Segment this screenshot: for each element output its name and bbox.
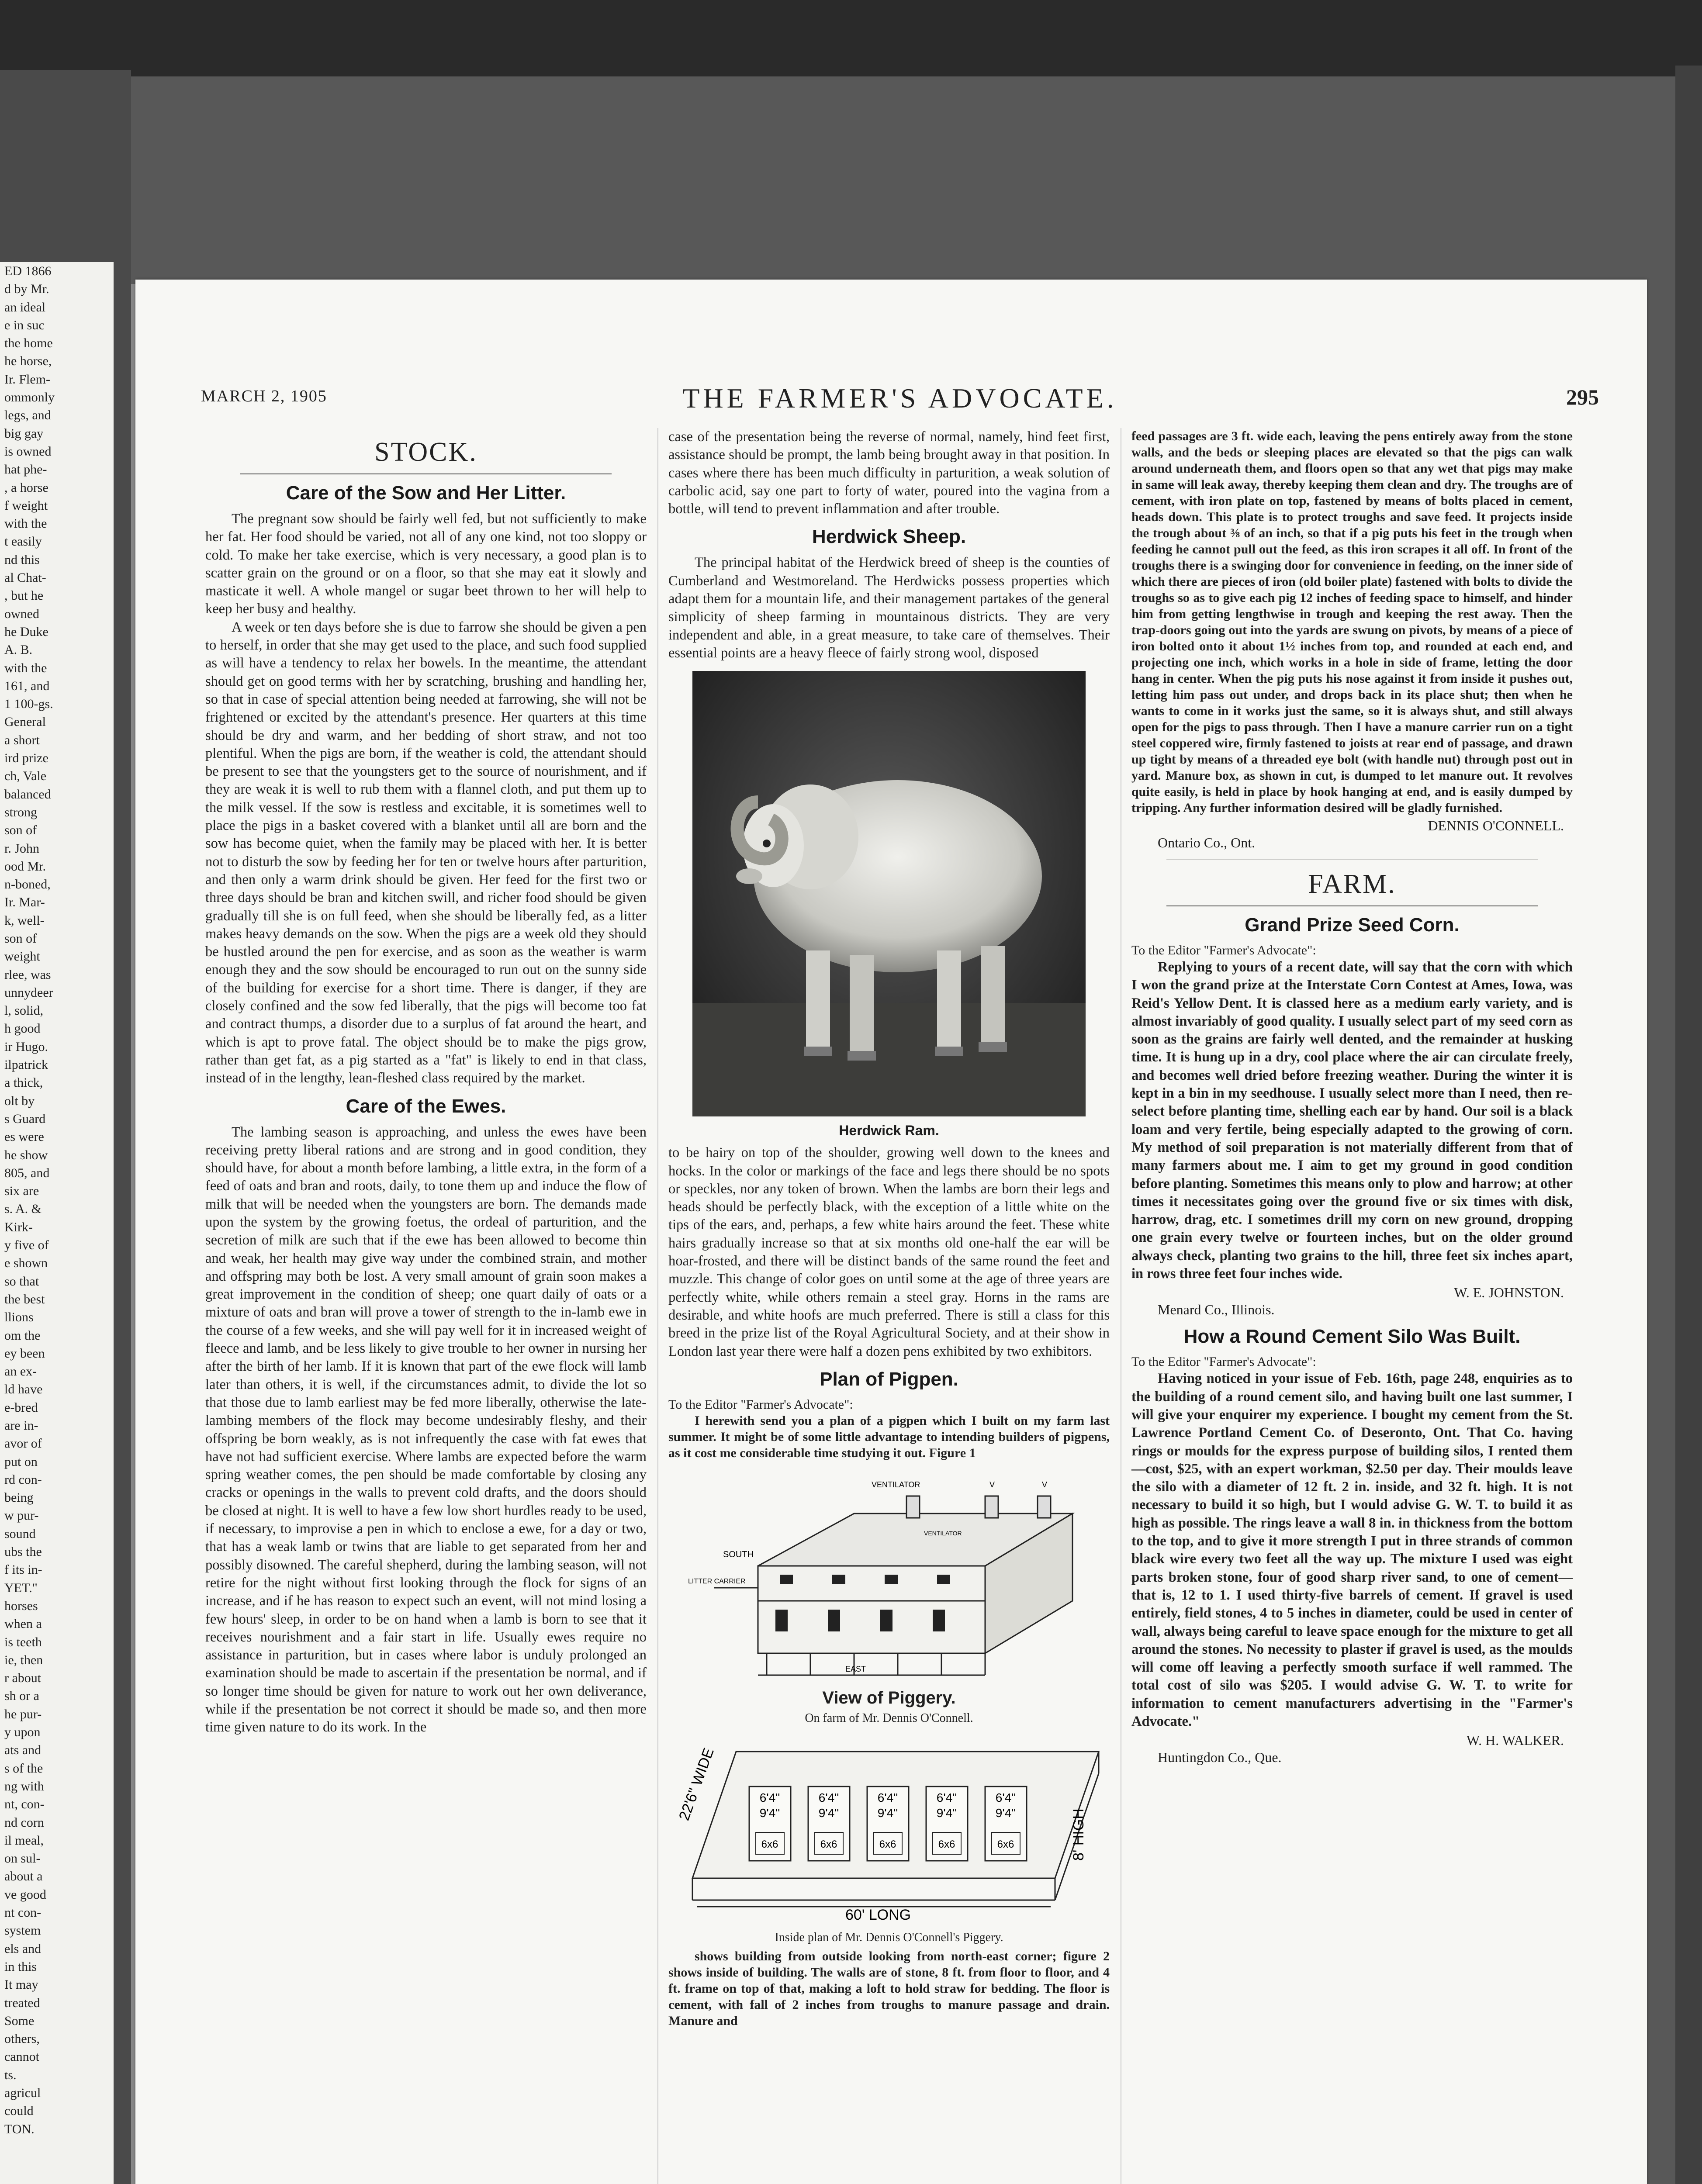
previous-page-line: YET.": [4, 1580, 38, 1595]
previous-page-line: about a: [4, 1869, 43, 1884]
signature: W. E. JOHNSTON.: [1454, 1285, 1564, 1301]
previous-page-line: om the: [4, 1328, 41, 1343]
section-rule: [1166, 905, 1538, 906]
plan-caption: Inside plan of Mr. Dennis O'Connell's Piggery.: [775, 1930, 1003, 1944]
article-paragraph: I herewith send you a plan of a pigpen which I built on my farm last summer. It might be of some little advantage to intending builders of pigpens, as it cost me considerable time studying it out. Figure 1: [668, 1413, 1110, 1460]
previous-page-line: nt con-: [4, 1905, 42, 1920]
letter-salutation: To the Editor "Farmer's Advocate":: [668, 1397, 853, 1412]
previous-page-line: f its in-: [4, 1562, 42, 1577]
pen-dimension-label: 6'4": [818, 1790, 839, 1804]
article-title-herdwick: Herdwick Sheep.: [812, 526, 966, 548]
previous-page-line: e-bred: [4, 1400, 38, 1415]
previous-page-line: big gay: [4, 426, 44, 441]
previous-page-line: , a horse: [4, 480, 48, 495]
article-paragraph: The lambing season is approaching, and unless the ewes have been receiving pretty liberal rations and are strong and in good condition, they should have, for about a month before lambing, a little extra, in the form of a feed of oats and bran and roots, daily, to tone them up and induce the flow of milk that will be needed when the youngsters are born. The demands made upon the system by the growing foetus, the ordeal of parturition, and the secretion of milk are such that if the ewe has been allowed to become thin and weak, her health may give way under the combined strain, and mother and offspring may both be lost. A very small amount of grain soon makes a great improvement in the condition of sheep; one quart daily of oats or a mixture of oats and bran will prove a tower of strength to the in-lamb ewe in the course of a few weeks, and she will pay well for it in increased weight of fleece and lamb, and be less likely to give trouble to her owner in nursing her after the birth of her lamb. If it is known that part of the ewe flock will lamb later than others, it is well, if the circumstances admit, to divide the lot so that those due to lamb earliest may be fed more liberally, otherwise the late-lambing members of the flock may become undesirably fleshy, and their offspring be born weakly, as is not infrequently the case with fat ewes that have not had sufficient exercise. Where lambs are expected before the warm spring weather comes, the pen should be made comfortable by closing any cracks or openings in the walls to prevent cold drafts, and the doors should be closed at night. It is well to have a few low short hurdles ready to be used, if necessary, to improvise a pen in which to enclose a ewe, for a day or two, that has a weak lamb or twins that are liable to get separated from her and possibly disowned. The careful shepherd, during the lambing season, will not retire for the night without first looking through the flock for signs of an increase, and if he has reason to expect such an event, will not mind losing a few hours' sleep, in order to be on hand when a lamb is born to see that it receives nourishment and a fair start in life. Usually ewes require no assistance in parturition, but in cases where labor is unduly prolonged an examination should be made to ascertain if the presentation be normal, and if so longer time should be given for nature to work out her own deliverance, while if the presentation be not correct it should be made so, and then more time given nature to do its work. In the: [205, 1124, 647, 1735]
previous-page-line: put on: [4, 1454, 38, 1469]
previous-page-line: he Duke: [4, 624, 48, 639]
previous-page-line: ED 1866: [4, 264, 52, 278]
previous-page-line: Some: [4, 2013, 35, 2028]
signature: DENNIS O'CONNELL.: [1428, 818, 1564, 833]
previous-page-line: owned: [4, 606, 39, 621]
previous-page-line: hat phe-: [4, 462, 47, 477]
article-paragraph: The pregnant sow should be fairly well fed, but not sufficiently to make her fat. Her food should be varied, not all of any one kind, not too sloppy or cold. To make her take exercise, which is very necessary, a good plan is to scatter grain on the ground or on a floor, so that she may eat it slowly and masticate it well. A whole mangel or sugar beet thrown to her will help to keep her busy and healthy.: [205, 511, 647, 617]
pen-dimension-label: 6x6: [997, 1838, 1014, 1850]
previous-page-line: legs, and: [4, 408, 51, 423]
previous-page-line: the home: [4, 336, 53, 351]
pen-dimension-label: 6'4": [936, 1790, 957, 1804]
pen-dimension-label: 9'4": [936, 1806, 957, 1820]
previous-page-line: General: [4, 715, 46, 729]
previous-page-line: ch, Vale: [4, 769, 47, 784]
pen-dimension-label: 6x6: [761, 1838, 778, 1850]
previous-page-line: nt, con-: [4, 1797, 45, 1812]
previous-page-line: 161, and: [4, 678, 50, 693]
article-title-corn: Grand Prize Seed Corn.: [1245, 914, 1460, 936]
previous-page-line: y upon: [4, 1725, 41, 1740]
section-heading-stock: STOCK.: [374, 437, 477, 467]
label-south: SOUTH: [723, 1549, 754, 1559]
previous-page-line: others,: [4, 2032, 40, 2046]
previous-page-line: cannot: [4, 2049, 39, 2064]
previous-page-line: being: [4, 1490, 34, 1505]
previous-page-line: ir Hugo.: [4, 1039, 48, 1054]
label-east: EAST: [845, 1664, 866, 1673]
previous-page-line: agricul: [4, 2085, 41, 2100]
previous-page-line: s of the: [4, 1761, 43, 1776]
article-paragraph: The principal habitat of the Herdwick breed of sheep is the counties of Cumberland and Westmoreland. The Herdwicks possess properties which adapt them for a mountain life, and their management partakes of the general simplicity of sheep farming in mountainous districts. They are very independent and able, in a great measure, to take care of themselves. Their essential points are a heavy fleece of fairly strong wool, disposed: [668, 555, 1110, 661]
article-paragraph: Replying to yours of a recent date, will say that the corn with which I won the grand prize at the Interstate Corn Contest at Ames, Iowa, was Reid's Yellow Dent. It is classed here as a medium early variety, and is almost invariably of good quality. I usually select part of my seed corn as soon as the grains are fairly well dented, and the remainder at husking time. It is hung up in a dry, cool place where the air can circulate freely, and becomes well dried before freezing weather. During the winter it is kept in a bin in my seedhouse. I usually select more than I need, then re-select before planting time, shelling each ear by hand. Our soil is a black loam and very fertile, being especially adapted to the growing of corn. My method of soil preparation is not materially different from that of many farmers about me. I aim to get my ground in good condition before planting. Sometimes this means only to plow and harrow; at other times it necessitates going over the ground five or six times with disk, harrow, drag, etc. I sometimes drill my corn on new ground, dropping one grain every twelve or fourteen inches, but on the older ground always check, planting two grains to the hill, three feet six inches apart, in rows three feet four inches wide.: [1131, 959, 1573, 1282]
letter-salutation: To the Editor "Farmer's Advocate":: [1131, 943, 1316, 957]
article-paragraph: to be hairy on top of the shoulder, growing well down to the knees and hocks. In the color or markings of the face and legs there should be no spots or speckles, nor any token of brown. When the lambs are born their legs and heads should be perfectly black, with the exception of a little white on the tips of the ears, and, perhaps, a few white hairs around the feet. These white hairs gradually increase so that at six months old one-half the ear will be hoar-frosted, and there will be distinct bands of the same round the feet and muzzle. This change of color goes on until some at the age of three years are perfectly white, while others remain a steel gray. Horns in the rams are desirable, and white hoofs are much preferred. There is still a class for this breed in the prize list of the Royal Agricultural Society, and at their show in London last year there were half a dozen pens exhibited by two exhibitors.: [668, 1145, 1110, 1359]
signature: W. H. WALKER.: [1466, 1732, 1564, 1749]
previous-page-line: when a: [4, 1617, 42, 1631]
label-length: 60' LONG: [845, 1906, 911, 1922]
previous-page-line: so that: [4, 1274, 39, 1289]
letter-salutation: To the Editor "Farmer's Advocate":: [1131, 1355, 1316, 1369]
view-subcaption: On farm of Mr. Dennis O'Connell.: [805, 1711, 973, 1725]
previous-page-fragment: [0, 262, 114, 2184]
previous-page-line: he pur-: [4, 1707, 42, 1721]
previous-page-line: al Chat-: [4, 570, 46, 585]
issue-date: MARCH 2, 1905: [201, 387, 327, 405]
article-paragraph: shows building from outside looking from north-east corner; figure 2 shows inside of building. The walls are of stone, 8 ft. from floor to floor, and 4 ft. frame on top of that, making a loft to hold straw for bedding. The floor is cement, with fall of 2 inches from troughs to manure passage and drain. Manure and: [668, 1949, 1110, 2028]
pen-dimension-label: 9'4": [759, 1806, 780, 1820]
previous-page-line: Ir. Mar-: [4, 895, 45, 910]
previous-page-line: ommonly: [4, 390, 55, 405]
previous-page-line: is owned: [4, 444, 52, 459]
pen-dimension-label: 9'4": [877, 1806, 898, 1820]
previous-page-line: d by Mr.: [4, 282, 49, 297]
previous-page-line: e shown: [4, 1256, 48, 1271]
previous-page-line: ve good: [4, 1887, 46, 1902]
previous-page-line: ts.: [4, 2067, 17, 2082]
location: Huntingdon Co., Que.: [1158, 1749, 1282, 1766]
previous-page-line: avor of: [4, 1436, 42, 1451]
previous-page-line: ilpatrick: [4, 1057, 48, 1072]
previous-page-line: with the: [4, 516, 47, 531]
previous-page-line: , but he: [4, 588, 44, 603]
pen-dimension-label: 9'4": [818, 1806, 839, 1820]
previous-page-line: il meal,: [4, 1833, 44, 1848]
ram-caption: Herdwick Ram.: [839, 1123, 939, 1139]
label-ventilator: VENTILATOR: [872, 1480, 920, 1489]
previous-page-line: weight: [4, 949, 40, 964]
previous-page-line: an ideal: [4, 300, 46, 314]
scanner-background-right: [1675, 66, 1702, 2184]
previous-page-line: 805, and: [4, 1165, 50, 1180]
section-rule: [240, 473, 612, 474]
previous-page-line: six are: [4, 1184, 39, 1199]
previous-page-line: nd corn: [4, 1815, 44, 1830]
previous-page-line: treated: [4, 1995, 40, 2010]
previous-page-line: son of: [4, 931, 37, 946]
previous-page-line: k, well-: [4, 913, 45, 928]
herdwick-ram-photo: [692, 671, 1086, 1116]
previous-page-line: ird prize: [4, 751, 48, 766]
article-paragraph: Having noticed in your issue of Feb. 16th, page 248, enquiries as to the building of a round cement silo, and having built one last summer, I will give your enquirer my experience. I bought my cement from the St. Lawrence Portland Cement Co. of Deseronto, Ont. That Co. having rings or moulds for the express purpose of building silos, I rented them—cost, $25, with an expert workman, $2.50 per day. Their moulds leave the silo with a diameter of 12 ft. 2 in. inside, and 32 ft. high. It is not necessary to build it so high, but I would advise G. W. T. to build it as high as possible. The rings leave a wall 8 in. in thickness from the bottom to the top, and to give it more strength I put in three strands of common black wire every two feet all the way up. The mixture I used was eight parts broken stone, four of good sharp river sand, to one of cement—that is, 12 to 1. I used thirty-five barrels of cement. If gravel is used entirely, field stones, 4 to 5 inches in diameter, could be used in center of wall, always being careful to leave space enough for the mixture to get all around the stones. No necessity to plaster if gravel is used, as the moulds will come off leaving a perfectly smooth surface if well rammed. The total cost of silo was $205. I would advise G. W. T. to write for information to cement manufacturers advertising in the "Farmer's Advocate.": [1131, 1371, 1573, 1729]
previous-page-line: he horse,: [4, 354, 52, 369]
previous-page-line: ld have: [4, 1382, 43, 1397]
pen-dimension-label: 6'4": [759, 1790, 780, 1804]
previous-page-line: ats and: [4, 1743, 42, 1758]
previous-page-line: ood Mr.: [4, 859, 46, 874]
previous-page-line: w pur-: [4, 1508, 39, 1523]
previous-page-line: balanced: [4, 787, 51, 802]
previous-page-line: he show: [4, 1147, 48, 1162]
previous-page-line: s Guard: [4, 1111, 46, 1126]
previous-page-line: r. John: [4, 841, 40, 856]
column-rule: [657, 428, 658, 2184]
previous-page-line: t easily: [4, 534, 42, 549]
previous-page-line: 1 100-gs.: [4, 697, 53, 712]
previous-page-line: ng with: [4, 1779, 44, 1794]
previous-page-line: system: [4, 1923, 41, 1938]
piggery-drawing: [679, 1470, 1099, 1679]
article-continuation: feed passages are 3 ft. wide each, leaving the pens entirely away from the stone walls, and the beds or sleeping places are elevated so that the pigs can walk around underneath them, and floors open so that any wet that pigs may make in same will leak away, thereby keeping them clean and dry. The troughs are of cement, with iron plate on top, fastened by means of bolts placed in cement, heads down. This plate is to protect troughs and save feed. It projects inside the trough about ⅜ of an inch, so that if a pig puts his feet in the trough when feeding he cannot pull out the feed, as this iron scrapes it all off. In front of the troughs there is a swinging door for convenience in feeding, on the inner side of which there are pieces of iron (old boiler plate) fastened with bolts to divide the troughs so as to give each pig 12 inches of feeding space to himself, and hinder him from getting lengthwise in trough and keeping the rest away. Then the trap-doors going out into the yards are swung on pivots, by means of a piece of iron bolted onto it about 1½ inches from top, and rounded at each end, and projecting one inch, which works in a hole in side of frame, letting the door hang in center. When the pig puts his nose against it from inside it pushes out, letting him pass out under, and drops back in its place shut; then when he wants to come in it works just the same, so it is always shut, and still always open for the pigs to pass through. Then I have a manure carrier run on a tight steel coppered wire, firmly fastened to joists at rear end of passage, and drawn up tight by means of a threaded eye bolt (with handle nut) through post out in yard. Manure box, as shown in cut, is dumped to let manure out. It revolves quite easily, is held in place by hook hanging at end, and is easily dumped by tripping. Any further information desired will be gladly furnished.: [1131, 429, 1573, 815]
previous-page-line: a thick,: [4, 1075, 43, 1090]
previous-page-line: olt by: [4, 1093, 35, 1108]
previous-page-line: son of: [4, 823, 37, 838]
pen-dimension-label: 6x6: [879, 1838, 896, 1850]
column-3: [1131, 428, 1573, 1766]
previous-page-line: an ex-: [4, 1364, 37, 1379]
previous-page-line: ie, then: [4, 1652, 43, 1667]
previous-page-line: a short: [4, 733, 40, 747]
previous-page-line: in this: [4, 1959, 37, 1974]
view-caption: View of Piggery.: [822, 1688, 956, 1707]
previous-page-line: sh or a: [4, 1689, 39, 1704]
article-title-ewes: Care of the Ewes.: [346, 1095, 506, 1117]
previous-page-line: h good: [4, 1021, 41, 1036]
running-head: [201, 382, 1599, 413]
previous-page-line: strong: [4, 805, 37, 819]
pen-dimension-label: 9'4": [995, 1806, 1016, 1820]
article-title-silo: How a Round Cement Silo Was Built.: [1183, 1326, 1521, 1348]
ram-illustration: [692, 671, 1086, 1116]
previous-page-line: llions: [4, 1310, 34, 1325]
pen-dimension-label: 6x6: [820, 1838, 837, 1850]
previous-page-line: are in-: [4, 1418, 38, 1433]
pen-dimension-label: 6'4": [995, 1790, 1016, 1804]
label-v: V: [989, 1480, 995, 1489]
label-ventilator-small: VENTILATOR: [924, 1529, 962, 1537]
previous-page-line: rlee, was: [4, 967, 51, 982]
label-v: V: [1042, 1480, 1048, 1489]
article-continuation: case of the presentation being the reverse of normal, namely, hind feet first, assistance should be prompt, the lamb being brought away in that position. In cases where there has been much difficulty in parturition, a weak solution of carbolic acid, say one part to forty of water, poured into the vagina from a bottle, will tend to prevent inflammation and after trouble.: [668, 429, 1110, 517]
label-width: 22'6" WIDE: [675, 1745, 717, 1823]
previous-page-line: sound: [4, 1526, 36, 1541]
pen-dimension-label: 6x6: [938, 1838, 955, 1850]
previous-page-line: y five of: [4, 1238, 49, 1253]
newspaper-page: [135, 280, 1647, 2184]
previous-page-line: is teeth: [4, 1635, 42, 1649]
previous-page-line: ey been: [4, 1346, 45, 1361]
previous-page-line: Kirk-: [4, 1220, 33, 1234]
scanner-background-top: [0, 0, 1702, 76]
section-heading-farm: FARM.: [1308, 869, 1396, 899]
section-rule: [1166, 859, 1538, 860]
pen-dimension-label: 6'4": [877, 1790, 898, 1804]
previous-page-line: Ir. Flem-: [4, 372, 50, 387]
previous-page-line: e in suc: [4, 318, 45, 332]
previous-page-line: the best: [4, 1292, 45, 1306]
location: Menard Co., Illinois.: [1158, 1302, 1275, 1318]
label-height: 8' HIGH: [1070, 1808, 1087, 1861]
previous-page-line: A. B.: [4, 643, 33, 657]
piggery-plan-figure: [671, 1734, 1107, 1922]
article-title-sow: Care of the Sow and Her Litter.: [286, 482, 566, 504]
previous-page-line: ubs the: [4, 1545, 42, 1559]
previous-page-line: l, solid,: [4, 1003, 44, 1018]
previous-page-line: r about: [4, 1671, 42, 1686]
previous-page-line: with the: [4, 660, 47, 675]
previous-page-line: unnydeer: [4, 985, 53, 1000]
masthead-title: THE FARMER'S ADVOCATE.: [682, 383, 1117, 414]
previous-page-line: els and: [4, 1941, 42, 1956]
previous-page-line: s. A. &: [4, 1202, 42, 1216]
previous-page-line: n-boned,: [4, 877, 51, 892]
previous-page-line: es were: [4, 1130, 44, 1144]
column-2: [668, 428, 1110, 2029]
previous-page-line: TON.: [4, 2122, 35, 2136]
previous-page-line: f weight: [4, 498, 48, 513]
location: Ontario Co., Ont.: [1158, 835, 1256, 850]
previous-page-line: on sul-: [4, 1851, 41, 1866]
label-litter-carrier: LITTER CARRIER: [688, 1577, 746, 1585]
previous-page-line: It may: [4, 1977, 38, 1992]
piggery-view-figure: [679, 1470, 1099, 1679]
piggery-plan-drawing: [671, 1734, 1107, 1922]
previous-page-line: horses: [4, 1598, 38, 1613]
previous-page-line: nd this: [4, 552, 40, 567]
article-paragraph: A week or ten days before she is due to farrow she should be given a pen to herself, in order that she may get used to the place, and such food supplied as will have a tendency to relax her bowels. In the meantime, the attendant should get on good terms with her by scratching, brushing and handling her, so that in case of special attention being needed at farrowing, she will not be frightened or excited by the attendant's presence. Her quarters at this time should be dry and warm, and her bedding of short straw, and not too plentiful. When the pigs are born, if the weather is cold, the attendant should be present to see that the youngsters get to the source of nourishment, and if they are weak it is well to rub them with a flannel cloth, and put them up to the milk vessel. If the sow is restless and excitable, it is sometimes well to place the pigs in a basket covered with a blanket until all are born and the sow has become quiet, when the family may be placed with her. It is better not to disturb the sow by feeding her for ten or twelve hours after parturition, and then only a warm drink should be given. Her feed for the first two or three days should be bran and kitchen swill, and richer food should be given gradually till she is on full feed, when she should be liberally fed, as a litter makes heavy demands on the sow. When the pigs are a week old they should be hustled around the pen for exercise, and as soon as the weather is warm enough they and the sow should be encouraged to run out on the sunny side of the building for exercise for a short time. There is danger, if they are closely confined and the sow fed liberally, that the pigs will become too fat and contract thumps, a disorder due to a surplus of fat around the heart, and which is apt to prove fatal. The object should be to make the pigs grow, rather than get fat, as a pig started as a "fat" is likely to end in that class, instead of in the lengthy, lean-fleshed class required by the market.: [205, 619, 647, 1086]
previous-page-line: rd con-: [4, 1472, 42, 1487]
column-1: [205, 428, 647, 1737]
article-title-pigpen: Plan of Pigpen.: [820, 1368, 958, 1390]
previous-page-line: could: [4, 2104, 34, 2118]
page-number: 295: [1566, 385, 1599, 409]
